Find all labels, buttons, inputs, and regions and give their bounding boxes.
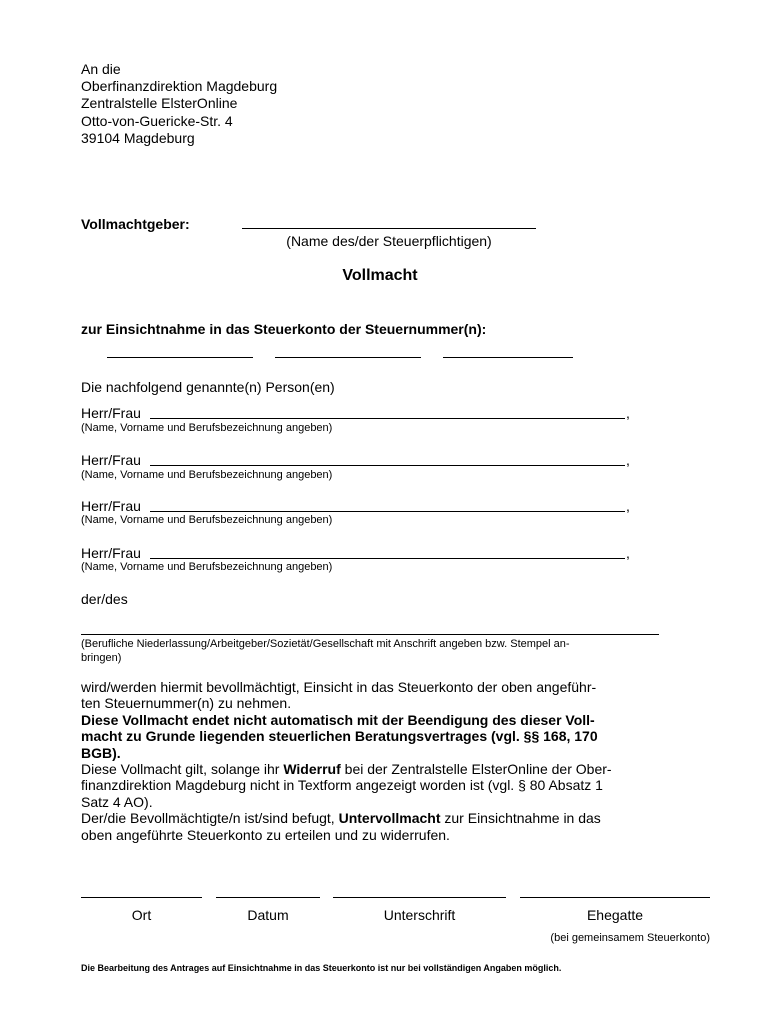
persons-intro: Die nachfolgend genannte(n) Person(en) bbox=[81, 379, 335, 395]
body-text-part: Diese Vollmacht gilt, solange ihr bbox=[81, 761, 284, 778]
spouse-note: (bei gemeinsamem Steuerkonto) bbox=[550, 932, 710, 944]
derdes-label: der/des bbox=[81, 591, 128, 607]
place-field[interactable] bbox=[81, 897, 202, 898]
person-name-field-1[interactable] bbox=[150, 418, 625, 419]
address-line: Otto-von-Guericke-Str. 4 bbox=[81, 112, 233, 129]
revocation-emphasis: Widerruf bbox=[283, 761, 341, 778]
body-line: oben angeführte Steuerkonto zu erteilen und zu widerrufen. bbox=[81, 826, 450, 843]
person-caption: (Name, Vorname und Berufsbezeichnung angeben) bbox=[81, 514, 333, 526]
person-caption: (Name, Vorname und Berufsbezeichnung angeben) bbox=[81, 422, 333, 434]
signature-label: Unterschrift bbox=[383, 907, 456, 923]
address-line: An die bbox=[81, 61, 121, 77]
signature-field[interactable] bbox=[333, 897, 506, 898]
authorization-text bbox=[81, 679, 681, 843]
body-line: Diese Vollmacht endet nicht automatisch mit der Beendigung des dieser Voll- bbox=[81, 711, 595, 728]
body-line: macht zu Grunde liegenden steuerlichen Beratungsvertrages (vgl. §§ 168, 170 bbox=[81, 728, 598, 745]
body-line bbox=[81, 810, 681, 826]
person-comma: , bbox=[626, 405, 630, 421]
body-text-part: bei der Zentralstelle ElsterOnline der Ober- bbox=[340, 761, 612, 778]
recipient-address bbox=[81, 61, 277, 147]
address-line: Zentralstelle ElsterOnline bbox=[81, 95, 238, 112]
footer-note: Die Bearbeitung des Antrages auf Einsichtnahme in das Steuerkonto ist nur bei vollständigen Angaben möglich. bbox=[81, 963, 562, 973]
document-subtitle: zur Einsichtnahme in das Steuerkonto der Steuernummer(n): bbox=[81, 321, 487, 337]
tax-number-field-1[interactable] bbox=[107, 357, 253, 358]
person-label: Herr/Frau bbox=[81, 498, 141, 514]
date-field[interactable] bbox=[216, 897, 320, 898]
body-line: ten Steuernummer(n) zu nehmen. bbox=[81, 695, 292, 712]
document-title: Vollmacht bbox=[342, 267, 418, 284]
place-label: Ort bbox=[131, 907, 152, 923]
tax-number-field-2[interactable] bbox=[275, 357, 421, 358]
grantor-caption: (Name des/der Steuerpflichtigen) bbox=[286, 233, 492, 249]
person-name-field-3[interactable] bbox=[150, 511, 625, 512]
body-line: Satz 4 AO). bbox=[81, 793, 153, 810]
body-line: BGB). bbox=[81, 744, 121, 761]
body-line bbox=[81, 761, 681, 777]
office-caption: (Berufliche Niederlassung/Arbeitgeber/Sozietät/Gesellschaft mit Anschrift angeben bzw. Stempel an- bbox=[81, 638, 570, 650]
person-name-field-2[interactable] bbox=[150, 465, 625, 466]
address-line: Oberfinanzdirektion Magdeburg bbox=[81, 78, 278, 95]
person-label: Herr/Frau bbox=[81, 452, 141, 468]
spouse-label: Ehegatte bbox=[586, 907, 644, 923]
grantor-name-field[interactable] bbox=[242, 228, 536, 229]
subauthority-emphasis: Untervollmacht bbox=[338, 810, 441, 827]
office-field[interactable] bbox=[81, 634, 659, 635]
date-label: Datum bbox=[247, 907, 289, 923]
tax-number-field-3[interactable] bbox=[443, 357, 573, 358]
spouse-signature-field[interactable] bbox=[520, 897, 710, 898]
person-label: Herr/Frau bbox=[81, 405, 141, 421]
person-label: Herr/Frau bbox=[81, 545, 141, 561]
body-line: finanzdirektion Magdeburg nicht in Textform angezeigt worden ist (vgl. § 80 Absatz 1 bbox=[81, 777, 603, 794]
address-line: 39104 Magdeburg bbox=[81, 129, 195, 146]
grantor-label: Vollmachtgeber: bbox=[81, 216, 190, 232]
person-name-field-4[interactable] bbox=[150, 558, 625, 559]
person-caption: (Name, Vorname und Berufsbezeichnung angeben) bbox=[81, 469, 333, 481]
body-text-part: zur Einsichtnahme in das bbox=[440, 810, 601, 827]
person-comma: , bbox=[626, 498, 630, 514]
body-text-part: Der/die Bevollmächtigte/n ist/sind befugt, bbox=[81, 810, 339, 827]
body-line: wird/werden hiermit bevollmächtigt, Einsicht in das Steuerkonto der oben angeführ- bbox=[81, 679, 597, 695]
office-caption: bringen) bbox=[81, 652, 122, 664]
person-comma: , bbox=[626, 545, 630, 561]
person-caption: (Name, Vorname und Berufsbezeichnung angeben) bbox=[81, 561, 333, 573]
person-comma: , bbox=[626, 452, 630, 468]
